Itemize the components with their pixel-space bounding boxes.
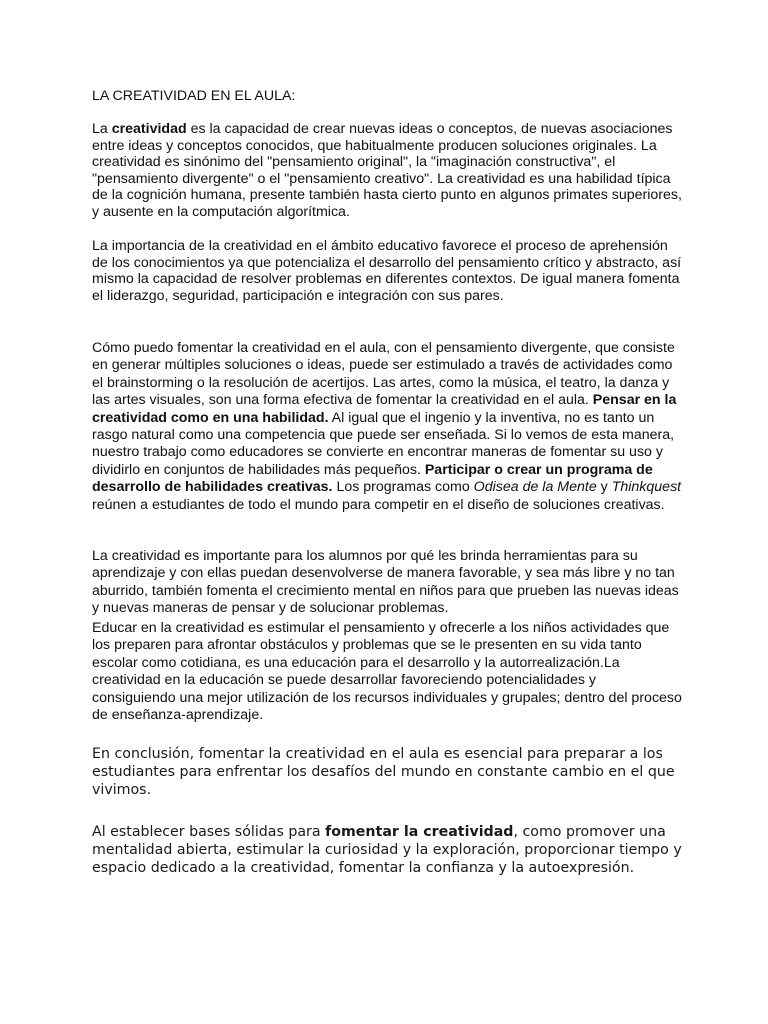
paragraph-how-to-foster — [92, 340, 682, 514]
document-title: LA CREATIVIDAD EN EL AULA: — [92, 88, 296, 104]
text-run: , como promover una mentalidad abierta, estimular la curiosidad y la exploración, proporcionar tiempo y espacio dedicado a la creatividad, fomentar la confianza y la autoexpresión. — [92, 824, 682, 876]
text-run: y — [596, 479, 612, 496]
text-run: reúnen a estudiantes de todo el mundo para competir en el diseño de soluciones creativas. — [92, 496, 665, 513]
text-run: Cómo puedo fomentar la creatividad en el aula, con el pensamiento divergente, que consiste en generar múltiples soluciones o ideas, puede ser estimulado a través de actividades como el brainstorming o la resolución de acertijos. Las artes, como la música, el teatro, la danza y las artes visuales, son una forma efectiva de fomentar la creatividad en el aula. — [92, 340, 675, 409]
paragraph-educate-creativity: Educar en la creatividad es estimular el pensamiento y ofrecerle a los niños actividades que los preparen para afrontar obstáculos y problemas que se le presenten en su vida tanto escolar como cotidiana, es una educación para el desarrollo y la autorrealización.La creatividad en la educación se puede desarrollar favoreciendo potencialidades y consiguiendo una mejor utilización de los recursos individuales y grupales; dentro del proceso de enseñanza-aprendizaje. — [92, 620, 682, 724]
paragraph-importance-students: La creatividad es importante para los alumnos por qué les brinda herramientas para su aprendizaje y con ellas puedan desenvolverse de manera favorable, y sea más libre y no tan aburrido, también fomenta el crecimiento mental en niños para que prueben las nuevas ideas y nuevas maneras de pensar y de solucionar problemas. — [92, 548, 679, 617]
text-run: Al establecer bases sólidas para — [92, 824, 326, 840]
text-run: es la capacidad de crear nuevas ideas o conceptos, de nuevas asociaciones entre ideas y conceptos conocidos, que habitualmente producen soluciones originales. La creatividad es sinónimo del "pensamiento original", la "imaginación constructiva", el "pensamiento divergente" o el "pensamiento creativo". La creatividad es una habilidad típica de la cognición humana, presente también hasta cierto punto en algunos primates superiores, y ausente en la computación algorítmica. — [92, 121, 682, 220]
bold-heading-skill: Pensar en la creatividad como en una habilidad. — [92, 392, 677, 426]
bold-heading-program: Participar o crear un programa de desarrollo de habilidades creativas. — [92, 461, 653, 496]
bold-term-creatividad: creatividad — [111, 121, 187, 137]
paragraph-conclusion: En conclusión, fomentar la creatividad en el aula es esencial para preparar a los estudiantes para enfrentar los desafíos del mundo en constante cambio en el que vivimos. — [92, 746, 675, 798]
paragraph-foundations — [92, 823, 682, 877]
paragraph-importance: La importancia de la creatividad en el ámbito educativo favorece el proceso de aprehensión de los conocimientos ya que potencializa el desarrollo del pensamiento crítico y abstracto, así mismo la capacidad de resolver problemas en diferentes contextos. De igual manera fomenta el liderazgo, seguridad, participación e integración con sus pares. — [92, 238, 682, 304]
italic-program-thinkquest: Thinkquest — [611, 479, 682, 496]
italic-program-odisea: Odisea de la Mente — [473, 479, 597, 496]
text-run: Al igual que el ingenio y la inventiva, no es tanto un rasgo natural como una competencia que puede ser enseñada. Si lo vemos de esta manera, nuestro trabajo como educadores se convierte en encontrar maneras de fomentar su uso y dividirlo en conjuntos de habilidades más pequeños. — [92, 409, 675, 478]
text-run: La — [92, 121, 112, 137]
bold-term-fomentar: fomentar la creatividad — [325, 824, 514, 840]
paragraph-definition — [92, 121, 682, 221]
text-run: Los programas como — [332, 479, 474, 496]
